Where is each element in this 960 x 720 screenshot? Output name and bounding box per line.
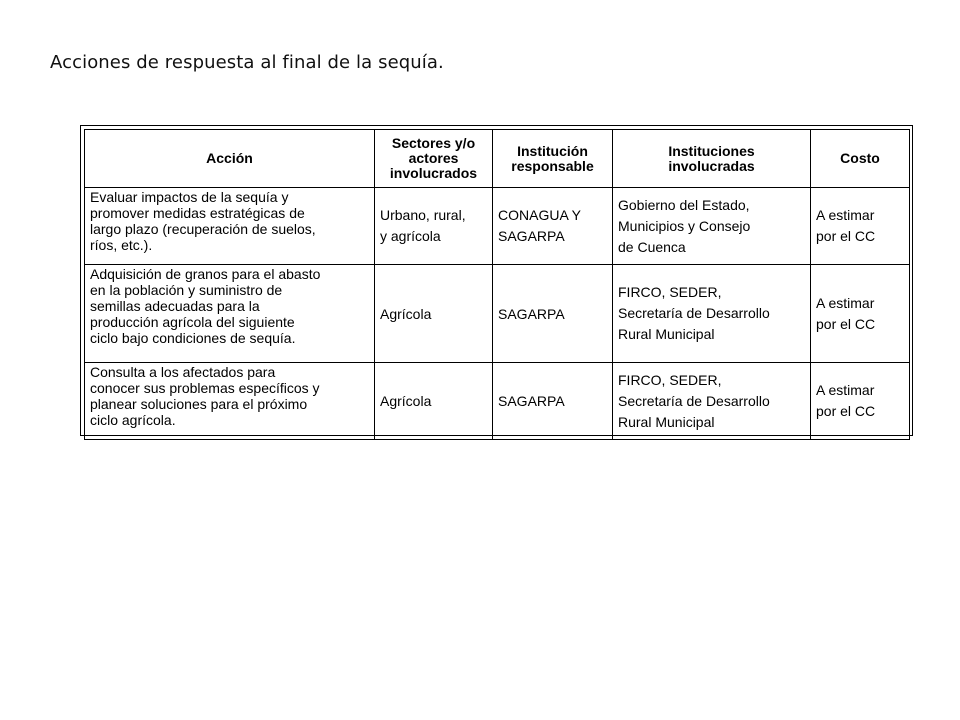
header-institucion-responsable: Institución responsable	[493, 130, 613, 188]
cell-accion: Adquisición de granos para el abasto en la población y suministro de semillas adecuadas para la producción agrícola del siguiente ciclo bajo condiciones de sequía.	[85, 265, 375, 363]
header-costo: Costo	[811, 130, 910, 188]
actions-table	[84, 129, 910, 440]
cell-costo: A estimar por el CC	[811, 265, 910, 363]
cell-involucradas: Gobierno del Estado, Municipios y Consejo de Cuenca	[613, 188, 811, 265]
cell-accion: Consulta a los afectados para conocer sus problemas específicos y planear soluciones para el próximo ciclo agrícola.	[85, 363, 375, 440]
table-row	[85, 265, 910, 363]
table-row	[85, 363, 910, 440]
table-frame	[80, 125, 913, 436]
header-sectores: Sectores y/o actores involucrados	[375, 130, 493, 188]
cell-responsable: SAGARPA	[493, 363, 613, 440]
table-row	[85, 188, 910, 265]
cell-accion: Evaluar impactos de la sequía y promover medidas estratégicas de largo plazo (recuperación de suelos, ríos, etc.).	[85, 188, 375, 265]
cell-sectores: Urbano, rural, y agrícola	[375, 188, 493, 265]
cell-involucradas: FIRCO, SEDER, Secretaría de Desarrollo Rural Municipal	[613, 265, 811, 363]
cell-sectores: Agrícola	[375, 363, 493, 440]
header-accion: Acción	[85, 130, 375, 188]
header-instituciones-involucradas: Instituciones involucradas	[613, 130, 811, 188]
slide-title: Acciones de respuesta al final de la sequía.	[50, 52, 444, 73]
cell-responsable: CONAGUA Y SAGARPA	[493, 188, 613, 265]
cell-costo: A estimar por el CC	[811, 363, 910, 440]
cell-costo: A estimar por el CC	[811, 188, 910, 265]
cell-involucradas: FIRCO, SEDER, Secretaría de Desarrollo Rural Municipal	[613, 363, 811, 440]
cell-sectores: Agrícola	[375, 265, 493, 363]
cell-responsable: SAGARPA	[493, 265, 613, 363]
table-header-row	[85, 130, 910, 188]
